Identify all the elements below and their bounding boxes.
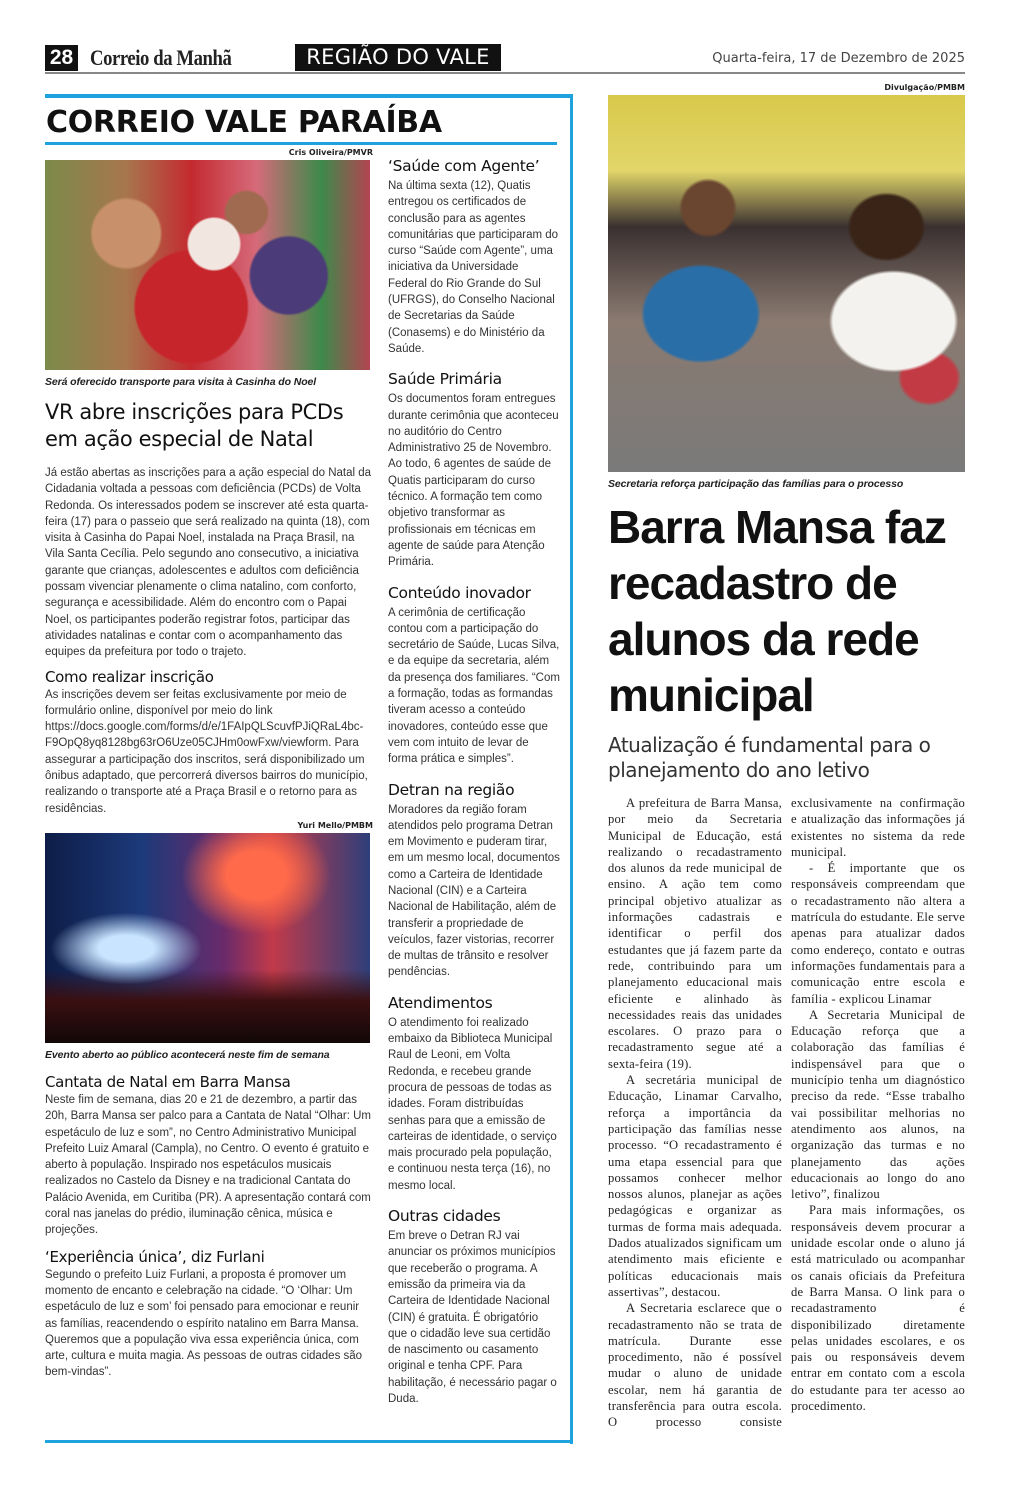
page-number: 28 xyxy=(45,45,78,71)
article-paragraph: Para mais informações, os responsáveis devem procurar a unidade escolar onde o aluno já está matriculado ou acompanhar os canais oficiais da Prefeitura de Barra Mansa. O link para o recadastramento é disponibilizado diretamente pelas unidades escolares, e os pais ou responsáveis devem entrar em contato com a escola do estudante para ter acesso ao procedimento. xyxy=(791,1203,965,1413)
article-paragraph: As inscrições devem ser feitas exclusivamente por meio de formulário online, disponível por meio do link https://docs.google.com/forms/d/e/1FAIpQLScuvfPJiQRaL4bc-F9OpQ8yq8128bg63rO6Uze05CJHm0owFxw/viewform. Para assegurar a participação dos inscritos, será disponibilizado um ônibus adaptado, que percorrerá diversos bairros do município, realizando o transporte até a Praça Brasil e o retorno para as residências. xyxy=(45,688,368,815)
article-paragraph: A Secretaria esclarece que o recadastramento não se trata de matrícula. Durante esse procedimento, não é possível mudar o aluno de unidade escolar, nem há garantia de transferência para outra escola. O processo consiste exclusivamente na confirmação e atualização das informações já existentes no sistema da rede municipal. xyxy=(608,796,965,1430)
photo-caption: Será oferecido transporte para visita à Casinha do Noel xyxy=(45,376,317,388)
news-briefs-column xyxy=(388,156,560,1419)
brief xyxy=(388,1206,560,1407)
main-article xyxy=(608,83,965,1431)
article-paragraph: Já estão abertas as inscrições para a ação especial do Natal da Cidadania voltada a pessoas com deficiência (PCDs) de Volta Redonda. Os interessados podem se inscrever até esta quarta-feira (17) para o passeio que será realizado na quinta (18), com visita à Casinha do Papai Noel, instalada na Praça Brasil, na Vila Santa Cecília. Pelo segundo ano consecutivo, a iniciativa garante que crianças, adolescentes e adultos com deficiência possam vivenciar plenamente o clima natalino, com conforto, segurança e acessibilidade. Além do encontro com o Papai Noel, os participantes poderão registrar fotos, participar das atividades natalinas e contar com o acompanhamento das equipes da prefeitura por todo o trajeto. xyxy=(45,467,372,659)
brief-title: Conteúdo inovador xyxy=(388,583,531,602)
brief xyxy=(388,780,560,981)
article-body xyxy=(45,465,373,817)
main-headline: Barra Mansa faz recadastro de alunos da rede municipal xyxy=(608,501,946,721)
photo-caption: Evento aberto ao público acontecerá neste fim de semana xyxy=(45,1048,330,1061)
brief-text: A cerimônia de certificação contou com a participação do secretário de Saúde, Lucas Silva, e da equipe da secretaria, além da presença dos familiares. “Com a formação, todas as formandas tiveram acesso a conteúdo inovadores, conteúdo esse que vem com intuito de levar de forma prática e simples”. xyxy=(388,606,560,766)
article-paragraph: Neste fim de semana, dias 20 e 21 de dezembro, a partir das 20h, Barra Mansa ser palco para a Cantata de Natal “Olhar: Um espetáculo de luz e som”, no Centro Administrativo Municipal Prefeito Luiz Amaral (Campla), no Centro. O evento é gratuito e aberto à população. Inspirado nos espetáculos musicais realizados no Castelo da Disney e na tradicional Cantata do Palácio Avenida, em Curitiba (PR). A apresentação contará com coral nas janelas do prédio, iluminação cênica, música e projeções. xyxy=(45,1093,371,1237)
article-paragraph: Segundo o prefeito Luiz Furlani, a proposta é promover um momento de encanto e celebração na cidade. “O ‘Olhar: Um espetáculo de luz e som’ foi pensado para emocionar e reunir as famílias, reacendendo o espírito natalino em Barra Mansa. Queremos que a população viva essa experiência única, com arte, cultura e muita magia. As pessoas de outras cidades são bem-vindas”. xyxy=(45,1268,363,1379)
section-title-rule xyxy=(45,142,557,145)
left-column xyxy=(45,148,373,1381)
main-article-body xyxy=(608,795,965,1431)
brief-text: Os documentos foram entregues durante cerimônia que aconteceu no auditório do Centro Administrativo 25 de Novembro. Ao todo, 6 agentes de saúde de Quatis participaram do curso técnico. A formação tem como objetivo transformar as profissionais em técnicas em agente de saúde para Atenção Primária. xyxy=(388,393,559,569)
brief-text: Em breve o Detran RJ vai anunciar os próximos municípios que receberão o programa. A emissão da primeira via da Carteira de Identidade Nacional (CIN) é gratuita. É obrigatório que o cidadão leve sua certidão de nascimento ou casamento original e tenha CPF. Para habilitação, é necessário pagar o Duda. xyxy=(388,1230,557,1405)
newspaper-name: Correio da Manhã xyxy=(90,45,232,70)
article-paragraph: - É importante que os responsáveis compreendam que o recadastramento não altera a matrícula do estudante. Ele serve apenas para atualizar dados como endereço, contato e outras informações fundamentais para a comunicação entre escola e família - explicou Linamar xyxy=(791,861,965,1006)
subheading: ‘Experiência única’, diz Furlani xyxy=(45,1247,265,1266)
brief-title: ‘Saúde com Agente’ xyxy=(388,157,540,175)
subheading: Cantata de Natal em Barra Mansa xyxy=(45,1072,291,1091)
photo-caption: Secretaria reforça participação das famílias para o processo xyxy=(608,478,904,490)
brief xyxy=(388,583,560,768)
christmas-fireworks-photo xyxy=(45,833,370,1043)
brief-text: Na última sexta (12), Quatis entregou os certificados de conclusão para as agentes comunitárias que participaram do curso “Saúde com Agente”, uma iniciativa da Universidade Federal do Rio Grande do Sul (UFRGS), do Conselho Nacional de Secretarias da Saúde (Conasems) e do Ministério da Saúde. xyxy=(388,180,559,355)
subheading: Como realizar inscrição xyxy=(45,667,214,686)
article-paragraph: A Secretaria Municipal de Educação reforça que a colaboração das famílias é indispensável para que o município tenha um diagnóstico preciso da rede. “Esse trabalho vai possibilitar melhorias no atendimento aos alunos, na organização das turmas e no planejamento das ações educacionais ao longo do ano letivo”, finalizou xyxy=(791,1007,965,1202)
brief xyxy=(388,369,560,570)
brief xyxy=(388,156,560,357)
photo-credit: Yuri Mello/PMBM xyxy=(297,820,373,830)
section-label: REGIÃO DO VALE xyxy=(295,44,501,71)
issue-date: Quarta-feira, 17 de Dezembro de 2025 xyxy=(712,51,965,66)
section-bottom-rule xyxy=(45,1440,572,1443)
brief-title: Outras cidades xyxy=(388,1207,501,1226)
santa-claus-photo xyxy=(45,160,370,370)
article-body xyxy=(45,1072,373,1381)
main-deck: Atualização é fundamental para o planejamento do ano letivo xyxy=(608,733,931,782)
section-title: CORREIO VALE PARAÍBA xyxy=(46,105,442,140)
photo-credit: Divulgação/PMBM xyxy=(884,83,965,92)
brief xyxy=(388,993,560,1194)
brief-title: Saúde Primária xyxy=(388,370,502,389)
photo-credit: Cris Oliveira/PMVR xyxy=(288,148,373,157)
brief-text: O atendimento foi realizado embaixo da Biblioteca Municipal Raul de Leoni, em Volta Redonda, e recebeu grande procura de pessoas de todas as idades. Foram distribuídas senhas para que a emissão de carteiras de identidade, o serviço mais procurado pela população, e continuou nesta terça (16), no mesmo local. xyxy=(388,1016,557,1192)
article-headline: VR abre inscrições para PCDs em ação especial de Natal xyxy=(45,400,344,451)
brief-text: Moradores da região foram atendidos pelo programa Detran em Movimento e puderam tirar, em um mesmo local, documentos como a Carteira de Identidade Nacional (CIN) e a Carteira Nacional de Habilitação, além de transferir a propriedade de veículos, fazer vistorias, recorrer de multas de trânsito e resolver pendências. xyxy=(388,803,560,979)
article-paragraph: A secretária municipal de Educação, Linamar Carvalho, reforça a importância da participação das famílias nesse processo. “O recadastramento é uma etapa essencial para que possamos conhecer melhor nossos alunos, planejar as ações pedagógicas e organizar as turmas de forma mais adequada. Dados atualizados significam um atendimento mais eficiente e políticas educacionais mais assertivas”, destacou. xyxy=(608,1073,782,1299)
brief-title: Detran na região xyxy=(388,780,515,799)
brief-title: Atendimentos xyxy=(388,993,493,1012)
students-photo xyxy=(608,95,965,472)
article-paragraph: A prefeitura de Barra Mansa, por meio da Secretaria Municipal de Educação, está realizando o recadastramento dos alunos da rede municipal de ensino. A ação tem como principal objetivo atualizar as informações cadastrais e identificar o perfil dos estudantes que já fazem parte da rede, contribuindo para um planejamento educacional mais eficiente e alinhado às necessidades reais das unidades escolares. O prazo para o recadastramento segue até a sexta-feira (19). xyxy=(608,796,782,1071)
header-rule xyxy=(45,72,965,74)
